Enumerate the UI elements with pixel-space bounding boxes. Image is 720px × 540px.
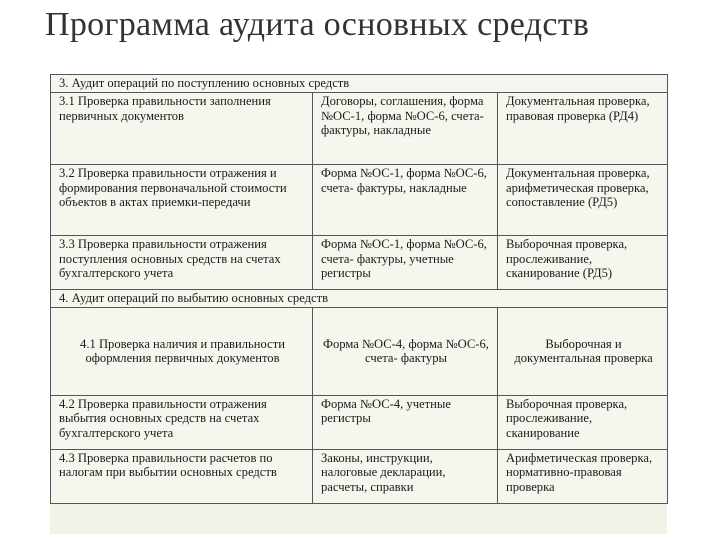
method-cell: Выборочная проверка, прослеживание, сканирование	[498, 395, 668, 449]
method-cell: Выборочная и документальная проверка	[498, 307, 668, 395]
step-cell: 3.3 Проверка правильности отражения поступления основных средств на счетах бухгалтерского учета	[51, 236, 313, 290]
method-cell: Документальная проверка, арифметическая проверка, сопоставление (РД5)	[498, 165, 668, 236]
documents-cell: Форма №ОС-4, форма №ОС-6, счета- фактуры	[313, 307, 498, 395]
documents-cell: Законы, инструкции, налоговые декларации, расчеты, справки	[313, 449, 498, 503]
documents-cell: Договоры, соглашения, форма №ОС-1, форма №ОС-6, счета- фактуры, накладные	[313, 93, 498, 165]
step-cell: 4.3 Проверка правильности расчетов по налогам при выбытии основных средств	[51, 449, 313, 503]
table-row	[51, 449, 668, 503]
table-row	[51, 93, 668, 165]
step-cell: 4.2 Проверка правильности отражения выбытия основных средств на счетах бухгалтерского учета	[51, 395, 313, 449]
method-cell: Арифметическая проверка, нормативно-правовая проверка	[498, 449, 668, 503]
audit-program-table	[50, 74, 668, 504]
table-row	[51, 165, 668, 236]
documents-cell: Форма №ОС-1, форма №ОС-6, счета- фактуры, накладные	[313, 165, 498, 236]
step-cell: 4.1 Проверка наличия и правильности оформления первичных документов	[51, 307, 313, 395]
section-header-row	[51, 290, 668, 308]
step-cell: 3.1 Проверка правильности заполнения первичных документов	[51, 93, 313, 165]
method-cell: Выборочная проверка, прослеживание, сканирование (РД5)	[498, 236, 668, 290]
section-3-header: 3. Аудит операций по поступлению основных средств	[51, 75, 668, 93]
table-row	[51, 395, 668, 449]
section-4-header: 4. Аудит операций по выбытию основных средств	[51, 290, 668, 308]
section-header-row	[51, 75, 668, 93]
page-title: Программа аудита основных средств	[45, 6, 590, 43]
documents-cell: Форма №ОС-4, учетные регистры	[313, 395, 498, 449]
method-cell: Документальная проверка, правовая проверка (РД4)	[498, 93, 668, 165]
table-row	[51, 236, 668, 290]
table-row	[51, 307, 668, 395]
document-scan	[50, 74, 667, 534]
documents-cell: Форма №ОС-1, форма №ОС-6, счета- фактуры, учетные регистры	[313, 236, 498, 290]
step-cell: 3.2 Проверка правильности отражения и формирования первоначальной стоимости объектов в актах приемки-передачи	[51, 165, 313, 236]
